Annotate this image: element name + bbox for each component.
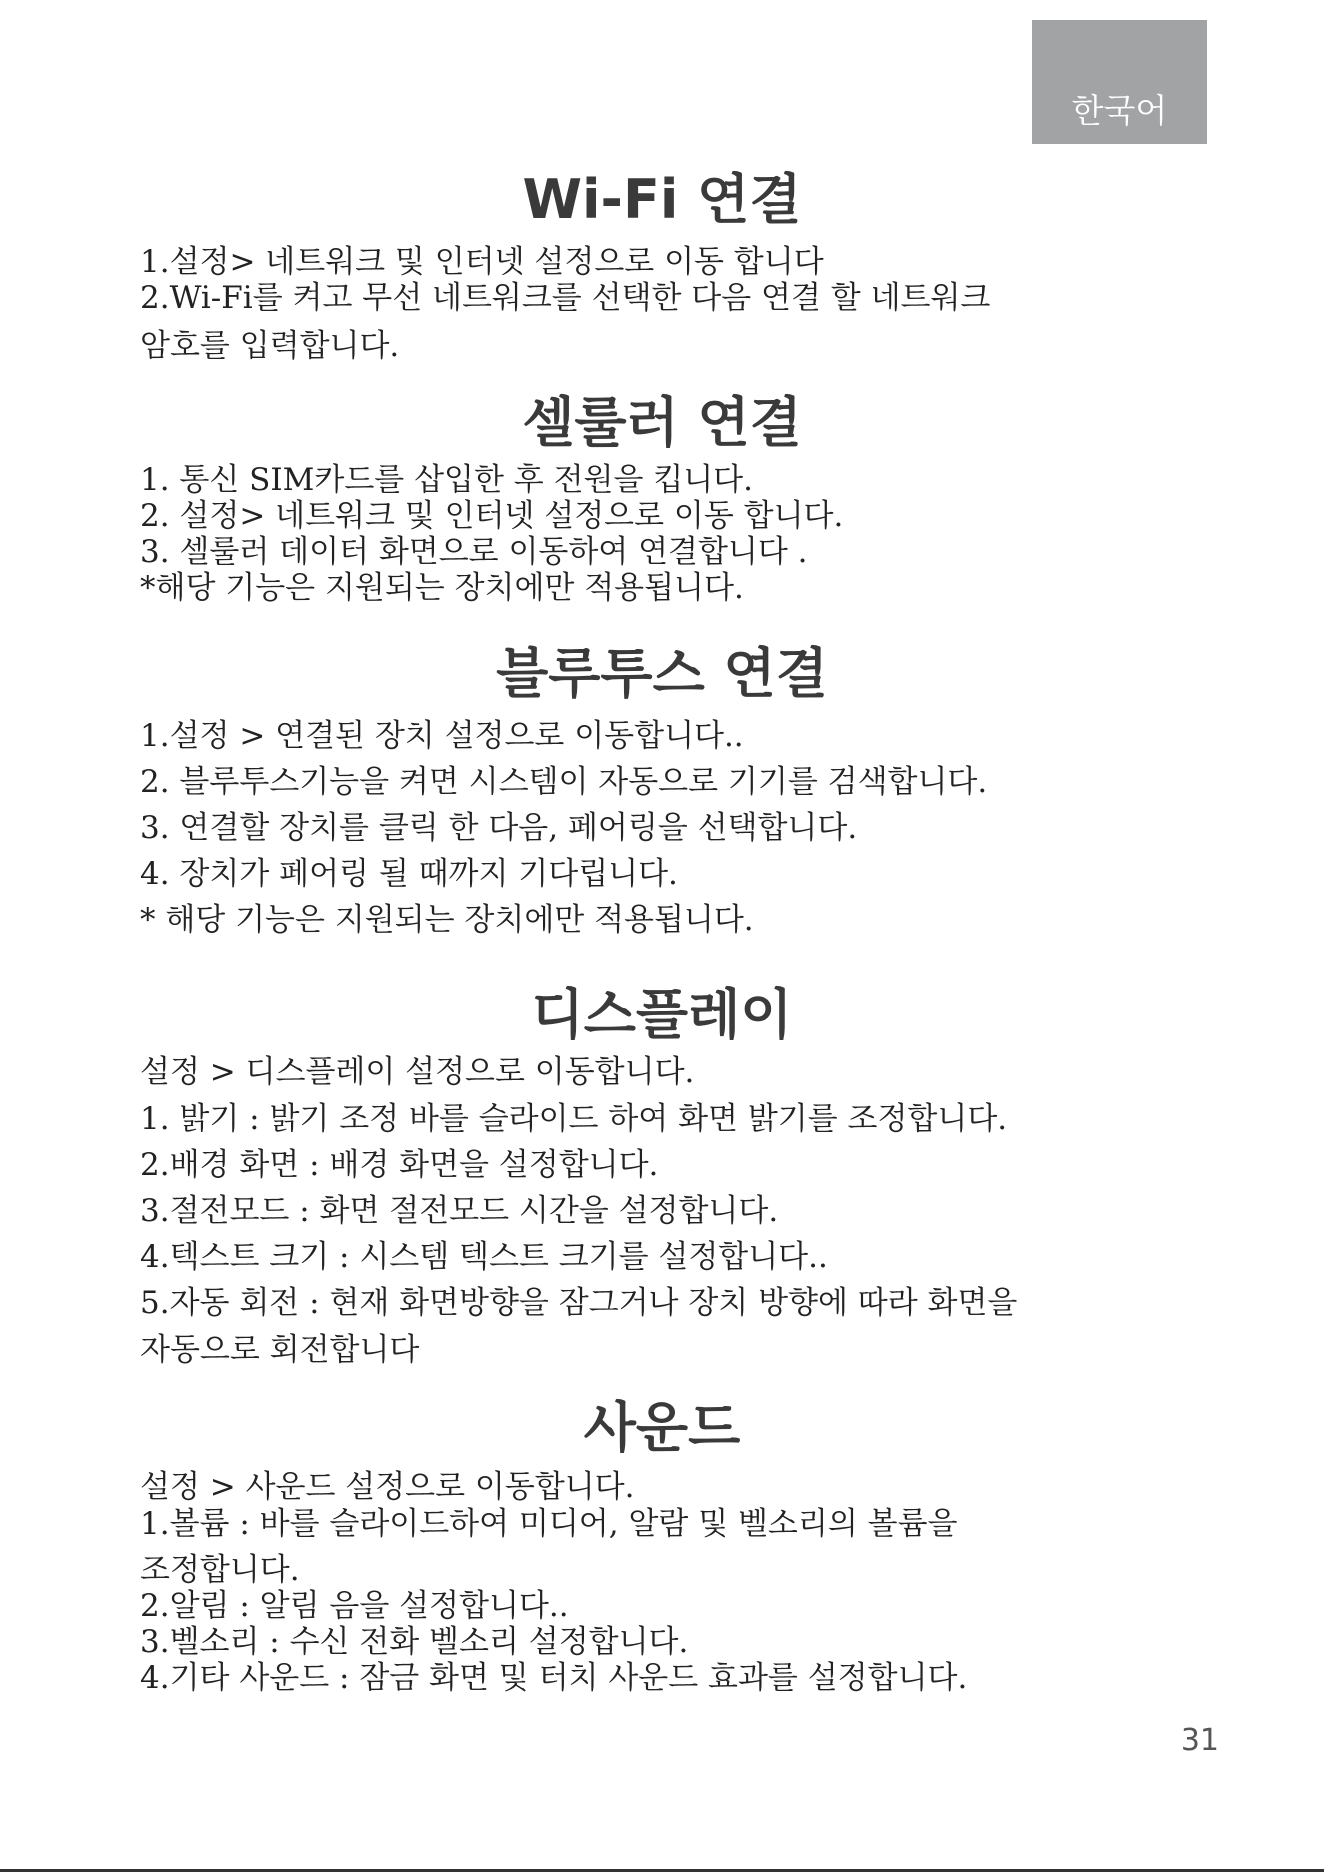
display-section-title: 디스플레이 bbox=[531, 983, 793, 1046]
display-line-3: 2.배경 화면 : 배경 화면을 설정합니다. bbox=[140, 1147, 659, 1183]
wifi-line-2: 2.Wi-Fi를 켜고 무선 네트워크를 선택한 다음 연결 할 네트워크 bbox=[140, 280, 991, 316]
bluetooth-line-2: 2. 블루투스기능을 켜면 시스템이 자동으로 기기를 검색합니다. bbox=[140, 764, 988, 800]
display-line-7: 자동으로 회전합니다 bbox=[140, 1332, 420, 1368]
cellular-section-title: 셀룰러 연결 bbox=[522, 391, 802, 454]
bluetooth-line-5: * 해당 기능은 지원되는 장치에만 적용됩니다. bbox=[140, 902, 754, 938]
wifi-line-1: 1.설정> 네트워크 및 인터넷 설정으로 이동 합니다 bbox=[140, 244, 824, 280]
bluetooth-line-4: 4. 장치가 페어링 될 때까지 기다립니다. bbox=[140, 856, 678, 892]
bluetooth-section-title: 블루투스 연결 bbox=[496, 642, 828, 705]
sound-line-5: 3.벨소리 : 수신 전화 벨소리 설정합니다. bbox=[140, 1624, 689, 1660]
wifi-section-title: Wi-Fi 연결 bbox=[522, 168, 802, 231]
language-tab: 한국어 bbox=[1032, 20, 1207, 144]
sound-line-2: 1.볼륨 : 바를 슬라이드하여 미디어, 알람 및 벨소리의 볼륨을 bbox=[140, 1506, 958, 1542]
sound-line-4: 2.알림 : 알림 음을 설정합니다.. bbox=[140, 1588, 569, 1624]
wifi-line-3: 암호를 입력합니다. bbox=[140, 328, 400, 364]
cellular-line-3: 3. 셀룰러 데이터 화면으로 이동하여 연결합니다 . bbox=[140, 534, 808, 570]
bluetooth-line-1: 1.설정 > 연결된 장치 설정으로 이동합니다.. bbox=[140, 718, 744, 754]
page-number: 31 bbox=[1180, 1723, 1219, 1758]
sound-line-3: 조정합니다. bbox=[140, 1552, 300, 1588]
cellular-line-2: 2. 설정> 네트워크 및 인터넷 설정으로 이동 합니다. bbox=[140, 498, 844, 534]
cellular-line-1: 1. 통신 SIM카드를 삽입한 후 전원을 킵니다. bbox=[140, 462, 753, 498]
sound-line-6: 4.기타 사운드 : 잠금 화면 및 터치 사운드 효과를 설정합니다. bbox=[140, 1660, 968, 1696]
display-line-2: 1. 밝기 : 밝기 조정 바를 슬라이드 하여 화면 밝기를 조정합니다. bbox=[140, 1101, 1008, 1137]
display-line-6: 5.자동 회전 : 현재 화면방향을 잠그거나 장치 방향에 따라 화면을 bbox=[140, 1285, 1018, 1321]
sound-section-title: 사운드 bbox=[583, 1396, 741, 1459]
sound-line-1: 설정 > 사운드 설정으로 이동합니다. bbox=[140, 1469, 635, 1505]
display-line-5: 4.텍스트 크기 : 시스템 텍스트 크기를 설정합니다.. bbox=[140, 1239, 828, 1275]
display-line-4: 3.절전모드 : 화면 절전모드 시간을 설정합니다. bbox=[140, 1193, 779, 1229]
bluetooth-line-3: 3. 연결할 장치를 클릭 한 다음, 페어링을 선택합니다. bbox=[140, 810, 858, 846]
display-line-1: 설정 > 디스플레이 설정으로 이동합니다. bbox=[140, 1054, 695, 1090]
cellular-line-4: *해당 기능은 지원되는 장치에만 적용됩니다. bbox=[140, 570, 744, 606]
